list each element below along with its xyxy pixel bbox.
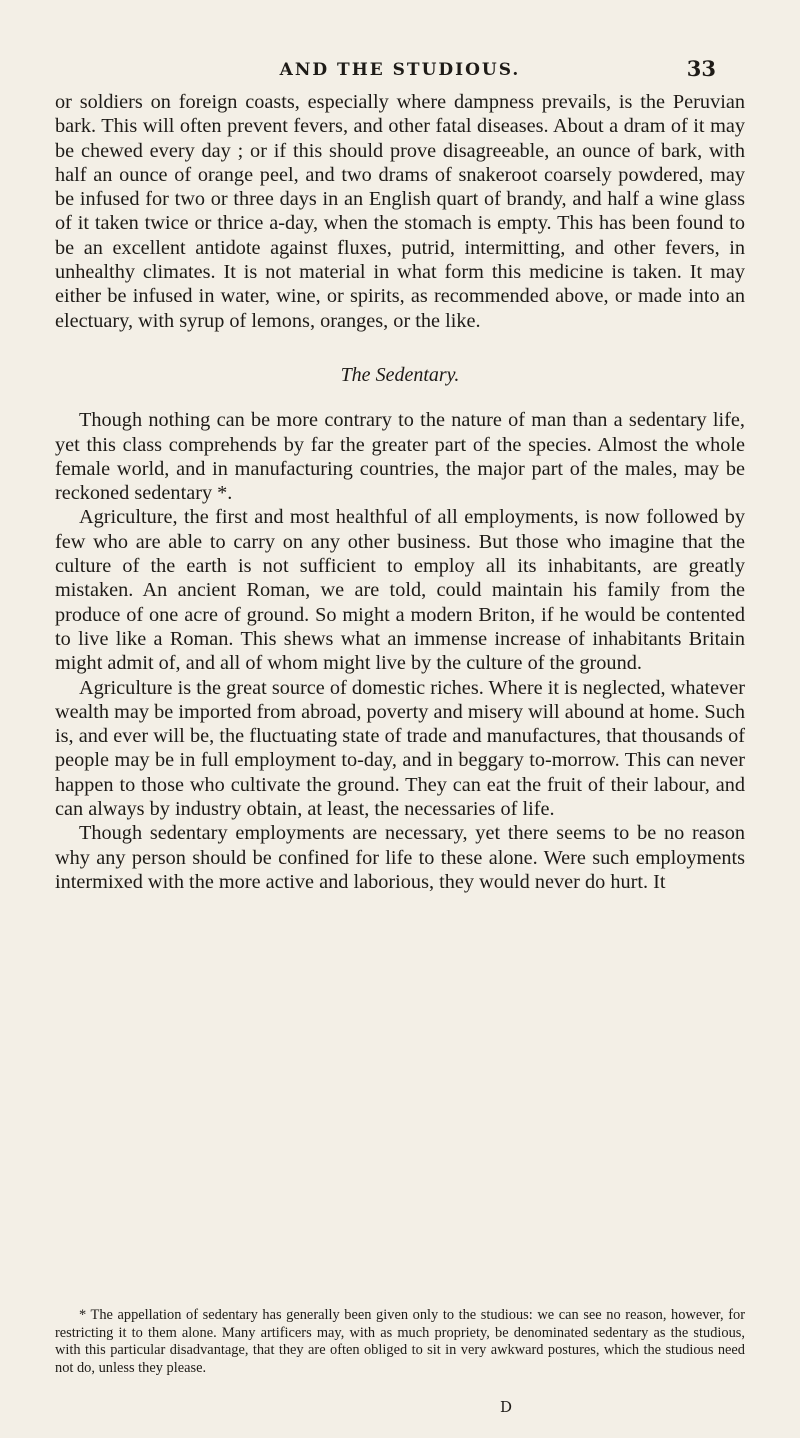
- paragraph-domestic-riches: Agriculture is the great source of domestic riches. Where it is neglected, whatever wealth may be imported from abroad, poverty and misery will abound at home. Such is, and ever will be, the fluctuating state of trade and manufactures, that thousands of people may be in full employment to-day, and in beggary to-morrow. This can never happen to those who cultivate the ground. They can eat the fruit of their labour, and can always by industry obtain, at least, the necessaries of life.: [55, 676, 745, 821]
- paragraph-sedentary-employments: Though sedentary employments are necessary, yet there seems to be no reason why any person should be confined for life to these alone. Were such employments intermixed with the more active and laborious, they would never do hurt. It: [55, 822, 745, 893]
- footnote: * The appellation of sedentary has generally been given only to the studious: we can see no reason, however, for restricting it to them alone. Many artificers may, with as much propriety, be denominated sedentary as the studious, with this particular disadvantage, that they are often obliged to sit in very awkward postures, which the studious need not do, unless they please.: [55, 1307, 745, 1376]
- paragraph-peruvian-bark: or soldiers on foreign coasts, especially where dampness prevails, is the Peruvian bark. This will often prevent fevers, and other fatal diseases. About a dram of it may be chewed every day ; or if this should prove disagreeable, an ounce of bark, with half an ounce of orange peel, and two drams of snakeroot coarsely powdered, may be infused for two or three days in an English quart of brandy, and half a wine glass of it taken twice or thrice a-day, when the stomach is empty. This has been found to be an excellent antidote against fluxes, putrid, intermitting, and other fevers, in unhealthy climates. It is not material in what form this medicine is taken. It may either be infused in water, wine, or spirits, as recommended above, or made into an electuary, with syrup of lemons, oranges, or the like.: [55, 91, 745, 332]
- running-title: AND THE STUDIOUS.: [279, 60, 521, 80]
- body-text: [55, 90, 745, 894]
- paragraph-agriculture: Agriculture, the first and most healthful of all employments, is now followed by few who are able to carry on any other business. But those who imagine that the culture of the earth is not sufficient to employ all its inhabitants, are greatly mistaken. An ancient Roman, we are told, could maintain his family from the produce of one acre of ground. So might a modern Briton, if he would be contented to live like a Roman. This shews what an immense increase of inhabitants Britain might admit of, and all of whom might live by the culture of the ground.: [55, 506, 745, 675]
- section-heading: The Sedentary.: [340, 363, 460, 386]
- paragraph-sedentary-intro: Though nothing can be more contrary to the nature of man than a sedentary life, yet this class comprehends by far the greater part of the species. Almost the whole female world, and in manufacturing countries, the major part of the males, may be reckoned sedentary *.: [55, 409, 745, 505]
- signature-mark: D: [500, 1398, 513, 1416]
- page-number: 33: [686, 56, 716, 81]
